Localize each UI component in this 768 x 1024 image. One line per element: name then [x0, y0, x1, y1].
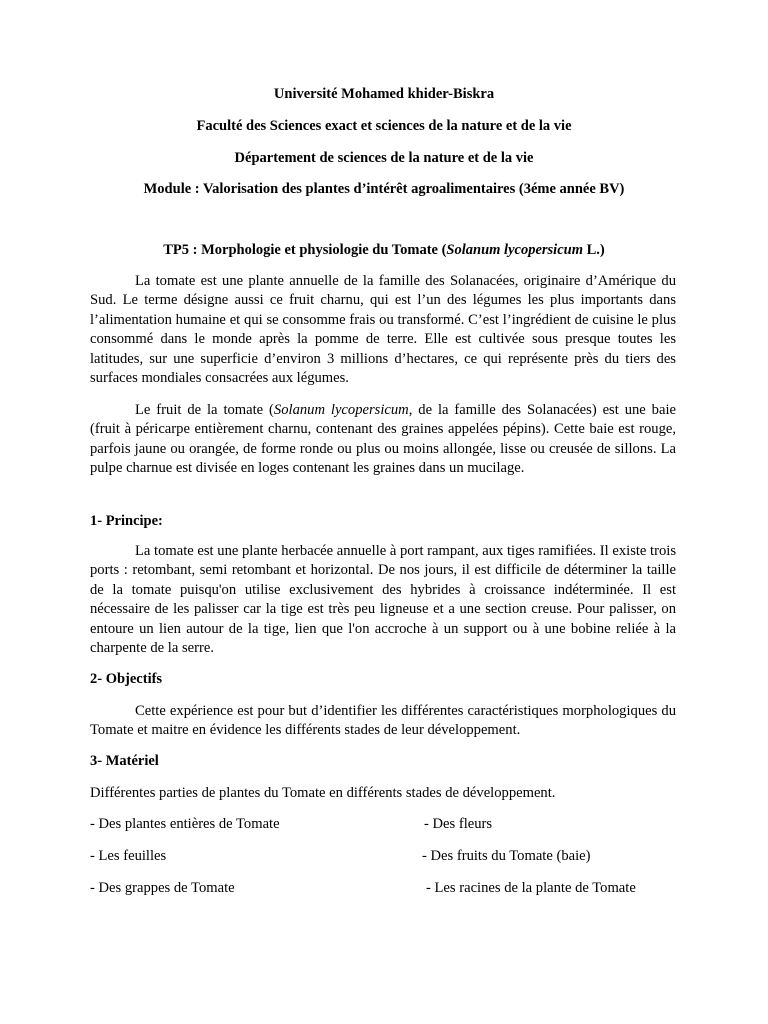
section-heading-materiel: 3- Matériel [90, 753, 159, 769]
tp-title [0, 241, 768, 259]
materiel-intro: Différentes parties de plantes du Tomate en différents stades de développement. [90, 785, 556, 801]
faculty-name: Faculté des Sciences exact et sciences de la nature et de la vie [196, 118, 572, 134]
intro-p2-rest: , de la famille des Solanacées) est une baie (fruit à péricarpe entièrement charnu, contenant des graines appelées pépins). Cette baie est rouge, parfois jaune ou orangée, de forme ronde ou plus ou moins allongée, lisse ou creusée de sillons. La pulpe charnue est divisée en loges contenant les graines dans un mucilage. [90, 402, 676, 477]
intro-paragraph-2 [90, 401, 676, 479]
materiel-item-left: - Des grappes de Tomate [90, 880, 235, 896]
materiel-item-right: - Des fruits du Tomate (baie) [422, 848, 591, 864]
tp-title-prefix: TP5 : Morphologie et physiologie du Tomate ( [163, 242, 447, 258]
tp-title-species: Solanum lycopersicum [446, 242, 583, 258]
materiel-item-right: - Des fleurs [424, 816, 493, 832]
materiel-item-right: - Les racines de la plante de Tomate [426, 880, 636, 896]
university-name: Université Mohamed khider-Biskra [273, 86, 495, 102]
materiel-item-left: - Les feuilles [90, 848, 167, 864]
materiel-item-left: - Des plantes entières de Tomate [90, 816, 280, 832]
section-heading-objectifs: 2- Objectifs [90, 671, 163, 687]
module-title: Module : Valorisation des plantes d’intérêt agroalimentaires (3éme année BV) [143, 181, 625, 197]
objectifs-paragraph: Cette expérience est pour but d’identifier les différentes caractéristiques morphologiques du Tomate et maitre en évidence les différents stades de leur développement. [90, 703, 676, 739]
intro-paragraph-1: La tomate est une plante annuelle de la famille des Solanacées, originaire d’Amérique du Sud. Le terme désigne aussi ce fruit charnu, qui est l’un des légumes les plus importants dans l’alimentation humaine et qui se consomme frais ou transformé. C’est l’ingrédient de cuisine le plus consommé dans le monde après la pomme de terre. Elle est cultivée sous presque toutes les latitudes, sur une superficie d’environ 3 millions d’hectares, ce qui représente près du tiers des surfaces mondiales consacrées aux légumes. [90, 273, 676, 387]
department-name: Département de sciences de la nature et de la vie [234, 150, 534, 166]
tp-title-suffix: L.) [582, 242, 605, 258]
section-heading-principe: 1- Principe: [90, 513, 163, 529]
intro-p2-start: Le fruit de la tomate ( [135, 402, 274, 418]
principe-paragraph: La tomate est une plante herbacée annuelle à port rampant, aux tiges ramifiées. Il existe trois ports : retombant, semi retombant et horizontal. De nos jours, il est difficile de déterminer la taille de la tomate puisqu'on utilise exclusivement des hybrides à croissance indéterminée. Il est nécessaire de les palisser car la tige est très peu ligneuse et a une section creuse. Pour palisser, on entoure un lien autour de la tige, lien que l'on accroche à un support ou à une bobine reliée à la charpente de la serre. [90, 543, 676, 657]
intro-p2-species: Solanum lycopersicum [273, 402, 409, 418]
